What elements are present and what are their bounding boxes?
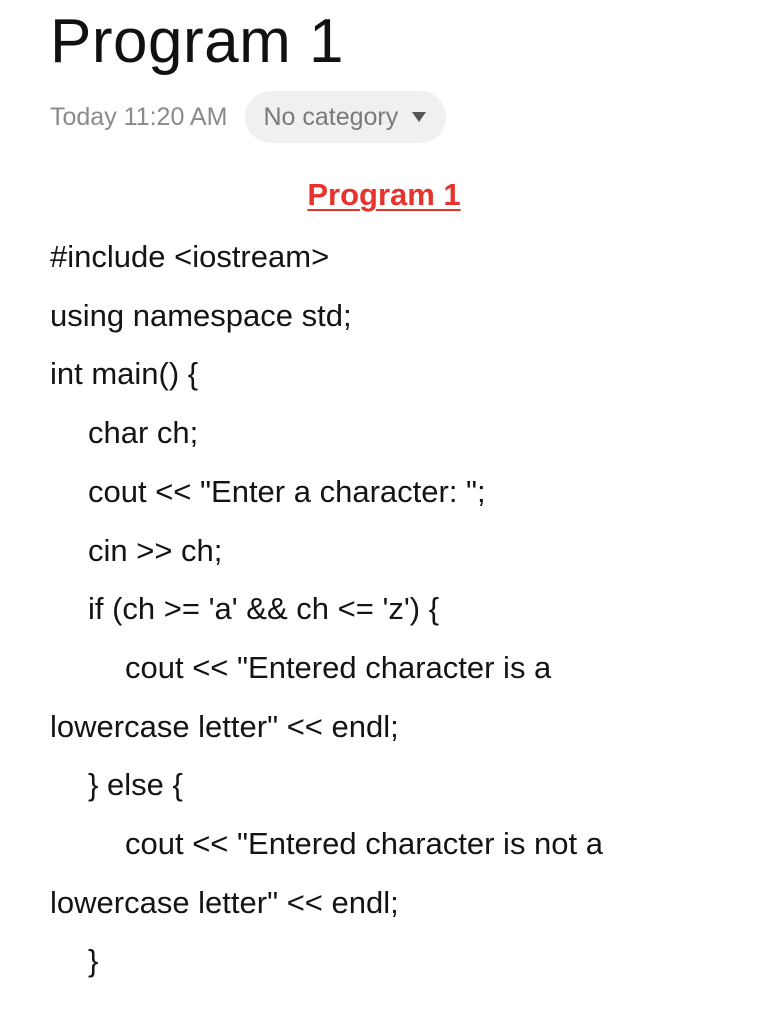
code-line: using namespace std; <box>50 297 352 333</box>
code-line: lowercase letter" << endl; <box>50 708 399 744</box>
code-line: lowercase letter" << endl; <box>50 884 399 920</box>
code-line: #include <iostream> <box>50 239 330 274</box>
code-line: char ch; <box>88 415 199 451</box>
code-line: } <box>88 943 99 979</box>
code-line: cout << "Enter a character: "; <box>88 473 486 509</box>
note-meta-row <box>50 90 740 144</box>
category-label: No category <box>263 102 399 131</box>
code-line: int main() { <box>50 356 199 392</box>
note-editor <box>50 0 740 991</box>
category-dropdown[interactable] <box>245 91 446 143</box>
code-line: cout << "Entered character is a <box>125 649 552 685</box>
note-body[interactable] <box>50 170 740 991</box>
note-title[interactable]: Program 1 <box>50 7 344 76</box>
note-timestamp: Today 11:20 AM <box>50 102 228 131</box>
code-line: if (ch >= 'a' && ch <= 'z') { <box>88 591 440 627</box>
program-heading: Program 1 <box>307 177 461 212</box>
code-line: cin >> ch; <box>88 532 223 568</box>
caret-down-icon <box>412 112 426 122</box>
code-line: cout << "Entered character is not a <box>125 826 604 862</box>
code-line: } else { <box>88 767 183 803</box>
